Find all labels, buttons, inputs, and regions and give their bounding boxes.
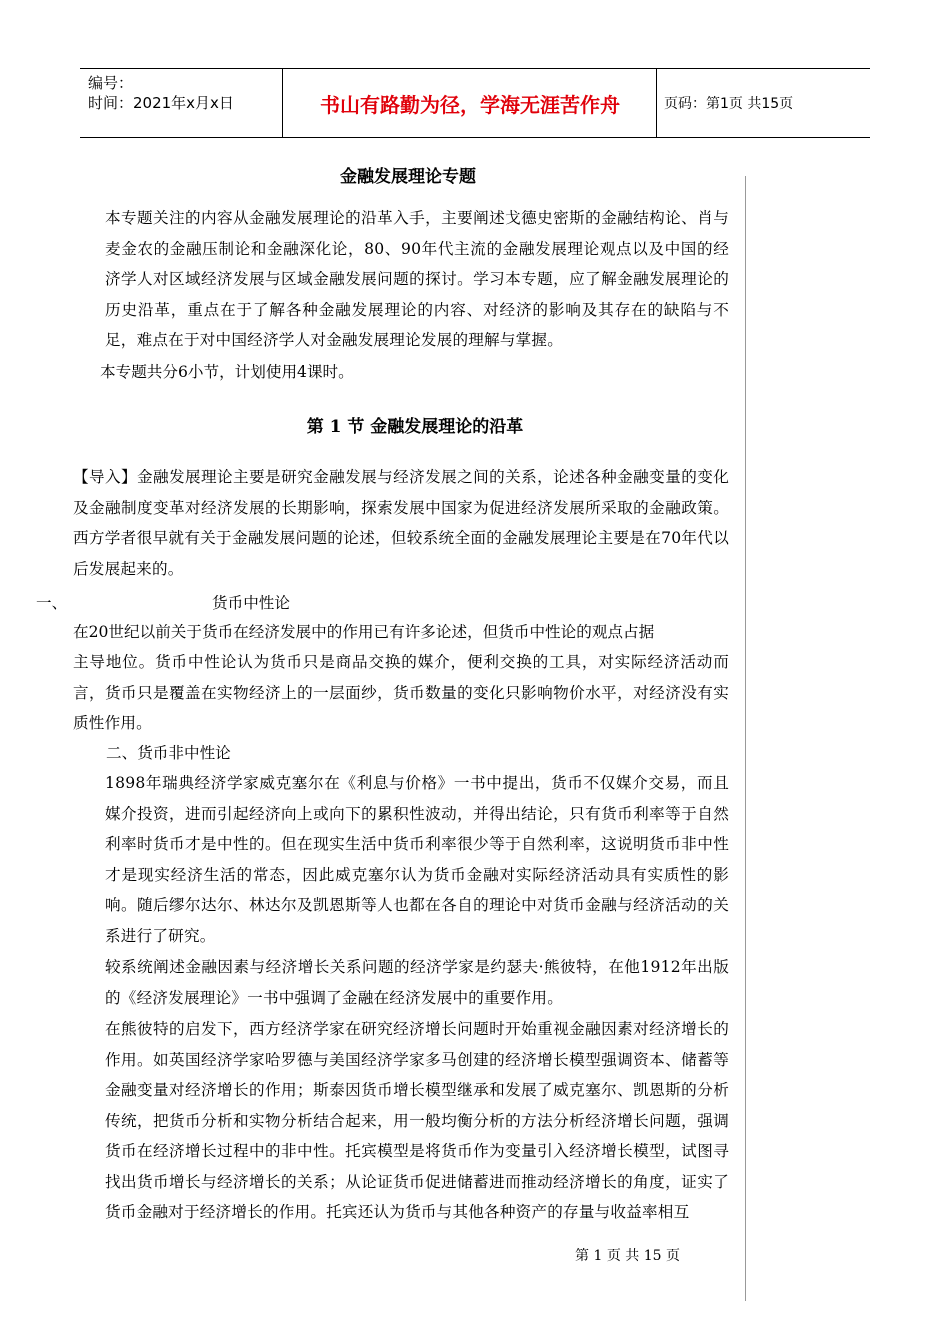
- document-title: 金融发展理论专题: [340, 167, 476, 187]
- page-footer: 第 1 页 共 15 页: [575, 1248, 680, 1264]
- number-label: 编号：: [88, 74, 134, 92]
- time-label: 时间：2021年x月x日: [88, 94, 234, 112]
- paragraph-wicksell: 1898年瑞典经济学家威克塞尔在《利息与价格》一书中提出，货币不仅媒介交易，而且媒介投资，进而引起经济向上或向下的累积性波动，并得出结论，只有货币利率等于自然利率时货币才是中性的。但在现实生活中货币利率很少等于自然利率，这说明货币非中性才是现实经济生活的常态，因此威克塞尔认为货币金融对实际经济活动具有实质性的影响。随后缪尔达尔、林达尔及凯恩斯等人也都在各自的理论中对货币金融与经济活动的关系进行了研究。: [105, 774, 729, 945]
- section-title: 第 1 节 金融发展理论的沿革: [306, 417, 524, 437]
- lead-paragraph: 【导入】金融发展理论主要是研究金融发展与经济发展之间的关系，论述各种金融变量的变化及金融制度变革对经济发展的长期影响，探索发展中国家为促进经济发展所采取的金融政策。西方学者很早就有关于金融发展问题的论述，但较系统全面的金融发展理论主要是在70年代以后发展起来的。: [73, 468, 729, 578]
- paragraph-money-neutrality: 主导地位。货币中性论认为货币只是商品交换的媒介，便利交换的工具，对实际经济活动而言，货币只是覆盖在实物经济上的一层面纱，货币数量的变化只影响物价水平，对经济没有实质性作用。: [73, 653, 729, 732]
- heading-money-non-neutrality: 二、货币非中性论: [106, 744, 231, 762]
- header-divider: [282, 69, 283, 137]
- header-page-info: 页码：第1页 共15页: [664, 96, 794, 112]
- header-motto: 书山有路勤为径，学海无涯苦作舟: [320, 92, 620, 117]
- heading-money-neutrality: 货币中性论: [212, 594, 290, 612]
- paragraph-growth-models: 在熊彼特的启发下，西方经济学家在研究经济增长问题时开始重视金融因素对经济增长的作用。如英国经济学家哈罗德与美国经济学家多马创建的经济增长模型强调资本、储蓄等金融变量对经济增长的作用；斯泰因货币增长模型继承和发展了威克塞尔、凯恩斯的分析传统，把货币分析和实物分析结合起来，用一般均衡分析的方法分析经济增长问题，强调货币在经济增长过程中的非中性。托宾模型是将货币作为变量引入经济增长模型，试图寻找出货币增长与经济增长的关系；从论证货币促进储蓄进而推动经济增长的角度，证实了货币金融对于经济增长的作用。托宾还认为货币与其他各种资产的存量与收益率相互: [105, 1020, 729, 1221]
- header-meta: [88, 73, 234, 113]
- intro-paragraph: 本专题关注的内容从金融发展理论的沿革入手，主要阐述戈德史密斯的金融结构论、肖与麦金农的金融压制论和金融深化论，80、90年代主流的金融发展理论观点以及中国的经济学人对区域经济发展与区域金融发展问题的探讨。学习本专题，应了解金融发展理论的历史沿革，重点在于了解各种金融发展理论的内容、对经济的影响及其存在的缺陷与不足，难点在于对中国经济学人对金融发展理论发展的理解与掌握。: [105, 209, 729, 349]
- heading-number: 一、: [36, 594, 68, 612]
- paragraph-line: 在20世纪以前关于货币在经济发展中的作用已有许多论述，但货币中性论的观点占据: [73, 623, 655, 641]
- page-header: [80, 68, 870, 138]
- margin-rule: [745, 176, 746, 1301]
- header-divider: [656, 69, 657, 137]
- paragraph-schumpeter: 较系统阐述金融因素与经济增长关系问题的经济学家是约瑟夫·熊彼特，在他1912年出版的《经济发展理论》一书中强调了金融在经济发展中的重要作用。: [105, 958, 729, 1007]
- intro-note: 本专题共分6小节，计划使用4课时。: [100, 363, 354, 381]
